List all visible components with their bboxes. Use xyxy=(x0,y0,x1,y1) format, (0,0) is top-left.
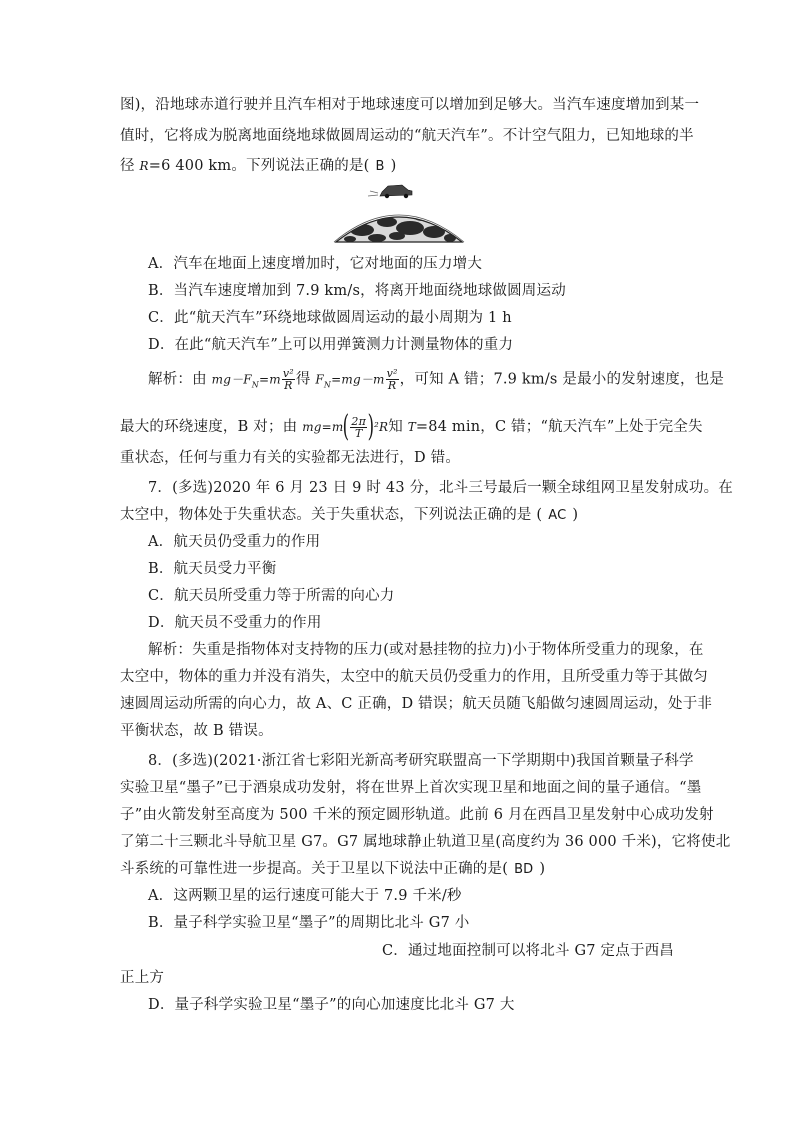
q7-answer: AC xyxy=(548,508,567,523)
q6-frac3-num: 2π xyxy=(351,414,367,428)
q6-analysis-line-3: 重状态，任何与重力有关的实验都无法进行，D 错。 xyxy=(120,450,461,466)
q6-analysis-l2c: =84 min，C 错；“航天汽车”上处于完全失 xyxy=(415,419,703,435)
q8-stem-close: ) xyxy=(539,861,546,877)
q7-option-c: C．航天员所受重力等于所需的向心力 xyxy=(148,588,395,604)
q8-option-d: D．量子科学实验卫星“墨子”的向心加速度比北斗 G7 大 xyxy=(148,997,515,1013)
q7-analysis-line-4: 平衡状态，故 B 错误。 xyxy=(120,723,273,739)
q6-eq2-sub: N xyxy=(323,380,332,390)
q6-eq1-sub: N xyxy=(251,380,259,390)
q6-frac2-den: R xyxy=(387,379,397,392)
q6-analysis-line-2: 最大的环绕速度，B 对；由 mg=m( $\frac{2\pi}{T}$ )²R知 T=84 min，C 错；“航天汽车”上处于完全失 xyxy=(120,409,703,444)
q8-option-c-line-1: C．通过地面控制可以将北斗 G7 定点于西昌 xyxy=(381,943,674,959)
q7-stem-line-1: 7．(多选)2020 年 6 月 23 日 9 时 43 分，北斗三号最后一颗全球组网卫星发射成功。在 xyxy=(148,480,733,496)
q6-eq4: T xyxy=(407,420,416,434)
q8-stem-line-5 xyxy=(120,859,676,880)
q7-stem-text: 太空中，物体处于失重状态。关于失重状态，下列说法正确的是 ( xyxy=(120,507,543,523)
q6-stem-line-1: 图)，沿地球赤道行驶并且汽车相对于地球速度可以增加到足够大。当汽车速度增加到某一 xyxy=(120,97,700,113)
q8-option-c-line-2: 正上方 xyxy=(120,970,165,986)
q6-analysis-l2a: 最大的环绕速度，B 对；由 xyxy=(120,419,303,435)
q6-frac2-num: v² xyxy=(386,367,398,380)
q6-radius-symbol: R xyxy=(139,159,149,173)
q6-eq2: F xyxy=(315,372,324,387)
q6-stem-text-b: =6 400 km。下列说法正确的是( xyxy=(148,158,370,174)
q6-answer: B xyxy=(375,159,385,174)
q6-frac3-den: T xyxy=(354,426,363,440)
q6-stem-line-2: 值时，它将成为脱离地面绕地球做圆周运动的“航天汽车”。不计空气阻力，已知地球的半 xyxy=(120,128,694,144)
q6-option-d: D．在此“航天汽车”上可以用弹簧测力计测量物体的重力 xyxy=(148,337,514,353)
q6-analysis-de: 得 xyxy=(295,371,316,388)
q7-option-a: A．航天员仍受重力的作用 xyxy=(148,534,321,550)
q6-frac1 xyxy=(282,368,295,391)
q8-option-b: B．量子科学实验卫星“墨子”的周期比北斗 G7 小 xyxy=(148,915,470,931)
q8-stem-line-2: 实验卫星“墨子”已于酒泉成功发射，将在世界上首次实现卫星和地面之间的量子通信。“墨 xyxy=(120,780,702,796)
q6-analysis-zhi: 知 xyxy=(388,419,408,435)
q6-eq1-b: =m xyxy=(259,372,281,387)
q7-analysis-line-3: 速圆周运动所需的向心力，故 A、C 正确，D 错误；航天员随飞船做匀速圆周运动，处于非 xyxy=(120,696,713,712)
q6-frac1-den: R xyxy=(284,379,293,392)
q6-option-b: B．当汽车速度增加到 7.9 km/s，将离开地面绕地球做圆周运动 xyxy=(148,283,566,299)
q6-stem-text: 径 xyxy=(120,158,140,174)
q6-eq2-b: =mg－m xyxy=(331,372,385,387)
q7-analysis-line-2: 太空中，物体的重力并没有消失，太空中的航天员仍受重力的作用，且所受重力等于其做匀 xyxy=(120,669,708,685)
q8-option-a: A．这两颗卫星的运行速度可能大于 7.9 千米/秒 xyxy=(148,888,462,904)
earth-with-space-car-icon xyxy=(332,180,466,244)
q6-eq3-b: ²R xyxy=(373,420,389,434)
space-car-icon xyxy=(368,185,412,198)
q6-eq3: mg=m xyxy=(302,420,344,434)
q7-stem-close: ) xyxy=(572,507,579,523)
q8-stem-text: 斗系统的可靠性进一步提高。关于卫星以下说法中正确的是( xyxy=(120,861,509,877)
q6-option-c: C．此“航天汽车”环绕地球做圆周运动的最小周期为 1 h xyxy=(148,310,512,326)
q6-analysis-label: 解析：由 xyxy=(148,371,212,388)
q7-option-d: D．航天员不受重力的作用 xyxy=(148,615,322,631)
q7-analysis-line-1: 解析：失重是指物体对支持物的压力(或对悬挂物的拉力)小于物体所受重力的现象，在 xyxy=(148,642,704,658)
q7-option-b: B．航天员受力平衡 xyxy=(148,561,277,577)
q8-answer: BD xyxy=(514,862,534,877)
q6-frac3 xyxy=(350,416,367,439)
q7-stem-line-2 xyxy=(120,505,676,526)
q6-analysis-line-1 xyxy=(148,367,725,395)
q6-frac2 xyxy=(386,368,399,391)
q8-stem-line-1: 8．(多选)(2021·浙江省七彩阳光新高考研究联盟高一下学期期中)我国首颗量子科学 xyxy=(148,753,694,769)
q6-analysis-rest: ，可知 A 错；7.9 km/s 是最小的发射速度，也是 xyxy=(399,371,725,388)
q6-stem-line-3 xyxy=(120,156,676,177)
q8-stem-line-3: 子”由火箭发射至高度为 500 千米的预定圆形轨道。此前 6 月在西昌卫星发射中心成功发射 xyxy=(120,807,714,823)
q6-stem-close: ) xyxy=(390,158,397,174)
q6-frac1-num: v² xyxy=(282,367,294,380)
q6-eq1: mg－F xyxy=(211,372,252,387)
q8-stem-line-4: 了第二十三颗北斗导航卫星 G7。G7 属地球静止轨道卫星(高度约为 36 000 千米)，它将使北 xyxy=(120,834,731,850)
q6-option-a: A．汽车在地面上速度增加时，它对地面的压力增大 xyxy=(148,256,483,272)
